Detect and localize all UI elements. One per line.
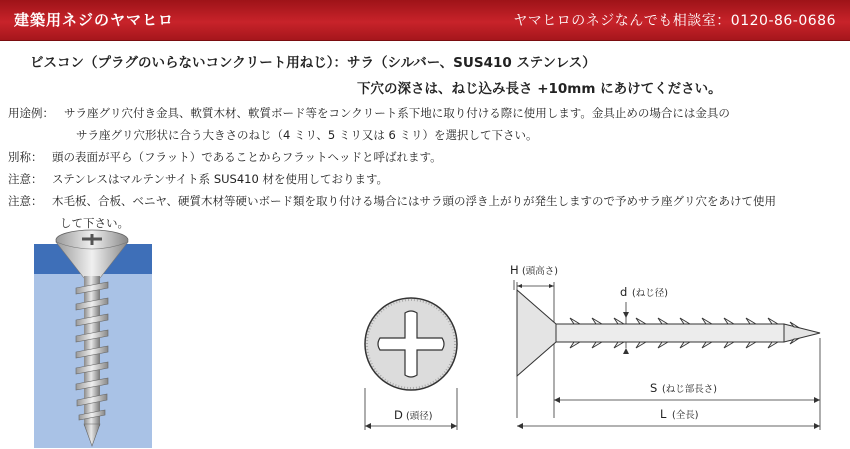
note-alias [8,146,838,168]
product-notes [8,102,838,234]
thread-diameter-desc: (ねじ径) [632,288,668,299]
note-line: サラ座グリ穴付き金具、軟質木材、軟質ボード等をコンクリート系下地に取り付ける際に使用します。金具止めの場合には金具の [64,106,730,120]
note-line: サラ座グリ穴形状に合う大きさのねじ（4 ミリ、5 ミリ又は 6 ミリ）を選択して下さい。 [76,128,538,142]
note-label: 注意： [8,172,43,186]
thread-diameter-label: d [620,285,628,299]
note-line: 木毛板、合板、ベニヤ、硬質木材等硬いボード類を取り付ける場合にはサラ頭の浮き上がりが発生しますので予めサラ座グリ穴をあけて使用 [52,194,777,208]
head-height-desc: (頭高さ) [522,266,558,277]
shank-profile [556,324,784,342]
header-banner [0,0,850,41]
total-length-label: L [660,407,667,421]
note-line: ステンレスはマルテンサイト系 SUS410 材を使用しております。 [52,172,389,186]
site-title[interactable]: 建築用ネジのヤマヒロ [14,11,175,29]
contact-info: ヤマヒロのネジなんでも相談室：0120-86-0686 [513,13,836,29]
note-label: 注意： [8,194,43,208]
head-diameter-desc: (頭径) [406,411,433,422]
head-diameter-label: D [394,408,403,422]
note-material [8,168,838,190]
thread-length-desc: (ねじ部長さ) [662,384,717,395]
screw-side-diagram [500,258,840,448]
pilot-hole-instruction: 下穴の深さは、ねじ込み長さ +10mm にあけてください。 [357,81,722,97]
thread-length-label: S [650,381,658,395]
product-title: ビスコン（プラグのいらないコンクリート用ねじ）：サラ（シルバー、SUS410 ステンレス） [30,55,596,71]
head-profile [517,290,556,376]
note-line: して下さい。 [60,216,129,230]
note-line: 頭の表面が平ら（フラット）であることからフラットヘッドと呼ばれます。 [52,150,442,164]
note-label: 用途例： [8,106,54,120]
head-top-view [362,295,460,393]
total-length-desc: (全長) [672,410,699,421]
note-usage [8,102,838,146]
head-height-label: H [510,263,519,277]
head-dimension [362,388,462,438]
screw-photo [34,222,152,448]
note-label: 別称： [8,150,43,164]
tip-profile [784,324,820,342]
